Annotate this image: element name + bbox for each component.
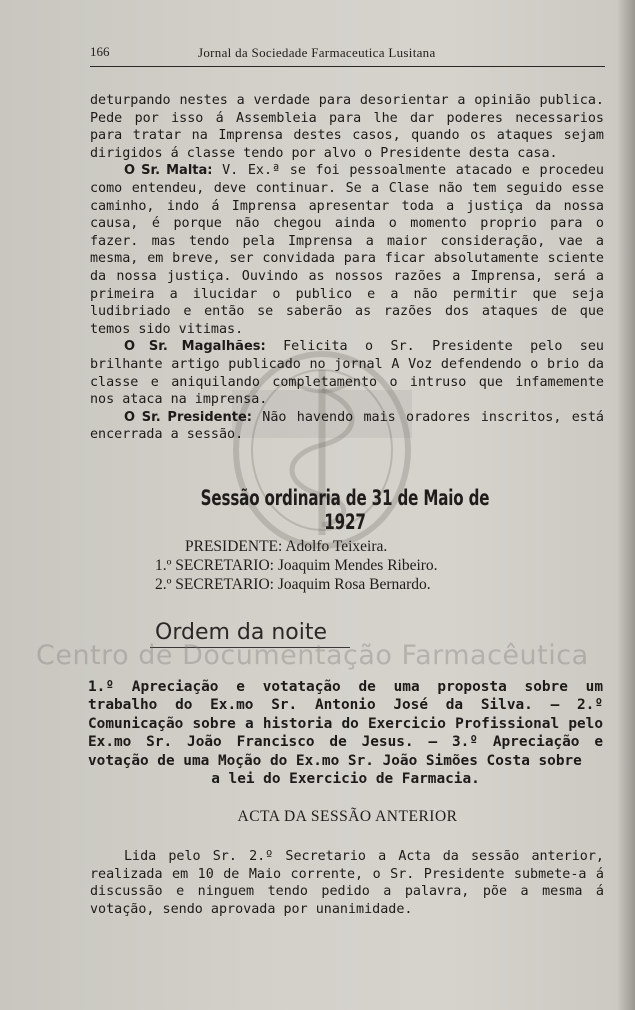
officer-row	[155, 556, 575, 575]
minutes-title: ACTA DA SESSÃO ANTERIOR	[237, 808, 458, 825]
officer-name: Joaquim Mendes Ribeiro.	[277, 557, 438, 574]
officer-row	[155, 537, 575, 556]
paragraph-magalhaes	[90, 338, 604, 408]
paragraph-malta	[90, 162, 604, 338]
watermark-text: Centro de Documentação Farmacêutica	[36, 640, 589, 671]
agenda-body-last-line: a lei do Exercicio de Farmacia.	[211, 771, 480, 788]
intro-section	[90, 92, 604, 444]
running-title: Jornal da Sociedade Farmaceutica Lusitana	[198, 45, 436, 60]
speaker-magalhaes: O Sr. Magalhães:	[124, 339, 266, 355]
officer-role: PRESIDENTE:	[185, 538, 283, 555]
officer-row	[155, 575, 575, 594]
agenda-body: 1.º Apreciação e votatação de uma proposta sobre um trabalho do Ex.mo Sr. Antonio José da Silva. — 2.º Comunicação sobre a historia do Exercicio Profissional pelo Ex.mo Sr. João Francisco de Jesus. — 3.º Apreciação e votação de uma Moção do Ex.mo Sr. João Simões Costa sobre	[88, 679, 603, 769]
officer-name: Joaquim Rosa Bernardo.	[277, 576, 431, 593]
session-officers	[155, 537, 575, 594]
paragraph-presidente	[90, 409, 604, 444]
speaker-presidente: O Sr. Presidente:	[124, 409, 252, 425]
page-number: 166	[90, 44, 110, 59]
officer-role: 1.º SECRETARIO:	[155, 557, 274, 574]
speech-presidente: Não havendo mais oradores inscritos, está encerrada a sessão.	[90, 409, 604, 443]
order-title: Ordem da noite	[155, 620, 328, 645]
agenda-section	[88, 678, 603, 788]
minutes-paragraph: Lida pelo Sr. 2.º Secretario a Acta da sessão anterior, realizada em 10 de Maio corrente, o Sr. Presidente submete-a á discussão e ninguem tendo pedido a palavra, põe a mesma á votação, sendo aprovada por unanimidade.	[90, 849, 604, 917]
session-title: Sessão ordinaria de 31 de Maio de 1927	[200, 486, 490, 534]
minutes-section	[90, 848, 604, 918]
page-header	[90, 44, 605, 67]
officer-role: 2.º SECRETARIO:	[155, 576, 274, 593]
paragraph-continuation: deturpando nestes a verdade para desorientar a opinião publica. Pede por isso á Assembleia para lhe dar poderes necessarios para tratar na Imprensa destes casos, quando os ataques sejam dirigidos á classe tendo por alvo o Presidente desta casa.	[90, 93, 604, 161]
speech-malta: V. Ex.ª se foi pessoalmente atacado e procedeu como entendeu, deve continuar. Se a Clase não tem seguido esse caminho, indo á Imprensa apresentar toda a justiça da nossa causa, é porque não chegou ainda o momento proprio para o fazer. mas tendo pela Imprensa a maior consideração, vae a mesma, em breve, ser convidada para ficar absolutamente sciente da nossa justiça. Ouvindo as nossos razões a Imprensa, será a primeira a ilucidar o publico e a não permitir que seja ludibriado e então se saberão as razões dos ataques de que temos sido vitimas.	[90, 163, 604, 337]
speech-magalhaes: Felicita o Sr. Presidente pelo seu brilhante artigo publicado no jornal A Voz defendendo o brio da classe e aniquilando completamento o intruso que infamemente nos ataca na imprensa.	[90, 339, 604, 408]
speaker-malta: O Sr. Malta:	[124, 163, 213, 179]
officer-name: Adolfo Teixeira.	[285, 538, 388, 555]
page-edge-shadow	[617, 0, 635, 1010]
